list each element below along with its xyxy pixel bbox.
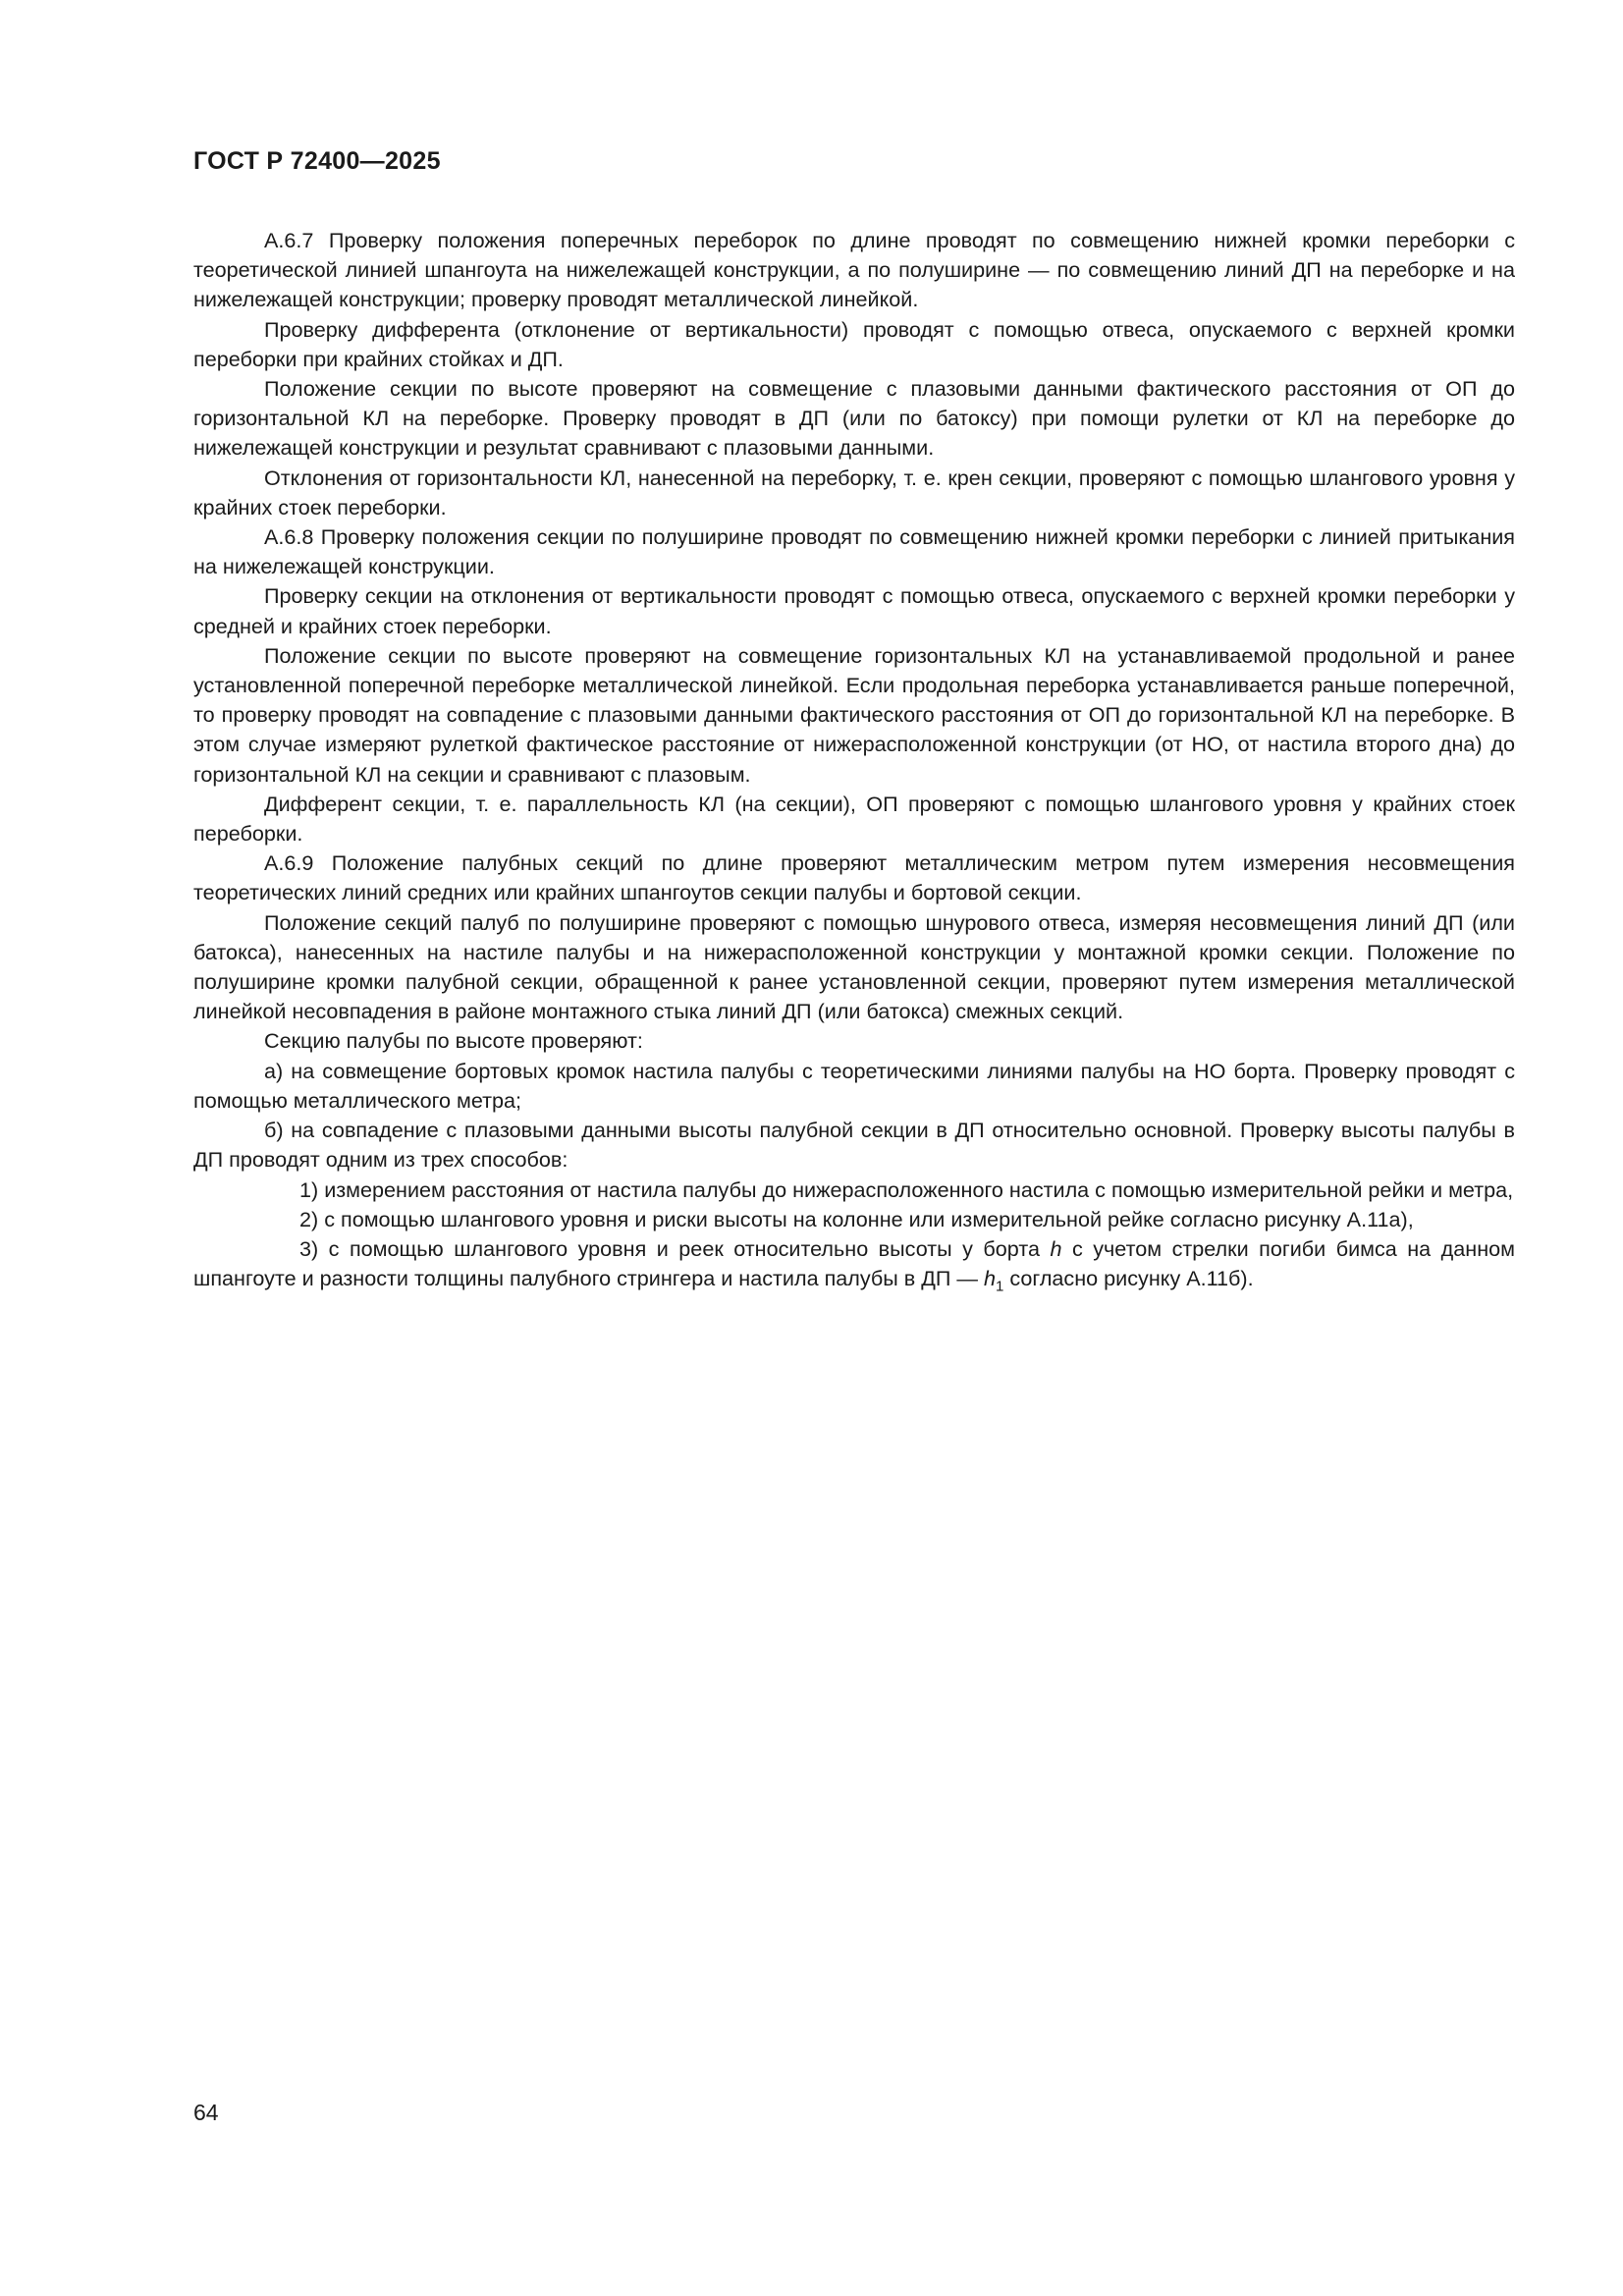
document-body: [193, 226, 1515, 1293]
list-item-b: б) на совпадение с плазовыми данными высоты палубной секции в ДП относительно основной. Проверку высоты палубы в ДП проводят одним из трех способов:: [193, 1118, 1515, 1173]
sub-item-3-text: 3) с помощью шлангового уровня и реек относительно высоты у борта: [299, 1235, 1051, 1261]
paragraph: Проверку дифферента (отклонение от вертикальности) проводят с помощью отвеса, опускаемого с верхней кромки переборки при крайних стойках и ДП.: [193, 316, 1515, 371]
sub-item-3-text: с учетом стрелки погиби бимса на данном шпангоуте и разности толщины палубного стрингера и настила палубы в ДП —: [193, 1235, 1515, 1291]
paragraph: Секцию палубы по высоте проверяют:: [264, 1028, 643, 1054]
paragraph: Положение секции по высоте проверяют на совмещение с плазовыми данными фактического расстояния от ОП до горизонтальной КЛ на переборке. Проверку проводят в ДП (или по батоксу) при помощи рулетки от КЛ на переборке до нижележащей конструкции и результат сравнивают с плазовыми данными.: [193, 376, 1515, 461]
list-item-a: а) на совмещение бортовых кромок настила палубы с теоретическими линиями палубы на НО борта. Проверку проводят с помощью металлического метра;: [193, 1058, 1515, 1113]
variable-h: h: [1050, 1235, 1062, 1261]
paragraph: Проверку секции на отклонения от вертикальности проводят с помощью отвеса, опускаемого с верхней кромки переборки у средней и крайних стоек переборки.: [193, 583, 1515, 638]
paragraph: Отклонения от горизонтальности КЛ, нанесенной на переборку, т. е. крен секции, проверяют с помощью шлангового уровня у крайних стоек переборки.: [193, 465, 1515, 519]
paragraph: Положение секций палуб по полуширине проверяют с помощью шнурового отвеса, измеряя несовмещения линий ДП (или батокса), нанесенных на настиле палубы и на нижерасположенной конструкции у монтажной кромки секции. Положение по полуширине кромки палубной секции, обращенной к ранее установленной секции, проверяют путем измерения металлической линейкой несовпадения в районе монтажного стыка линий ДП (или батокса) смежных секций.: [193, 909, 1515, 1024]
paragraph-a-6-7: А.6.7 Проверку положения поперечных переборок по длине проводят по совмещению нижней кромки переборки с теоретической линией шпангоута на нижележащей конструкции, а по полуширине — по совмещению линий ДП на переборке и на нижележащей конструкции; проверку проводят металлической линейкой.: [193, 228, 1515, 312]
variable-h1: h: [984, 1266, 997, 1291]
document-header: ГОСТ Р 72400—2025: [193, 147, 441, 175]
variable-h1-subscript: 1: [996, 1278, 1004, 1295]
page-number: 64: [193, 2100, 219, 2125]
paragraph-a-6-9: А.6.9 Положение палубных секций по длине проверяют металлическим метром путем измерения несовмещения теоретических линий средних или крайних шпангоутов секции палубы и бортовой секции.: [193, 850, 1515, 905]
sub-item-3: [193, 1234, 1515, 1293]
paragraph: Положение секции по высоте проверяют на совмещение горизонтальных КЛ на устанавливаемой продольной и ранее установленной поперечной переборке металлической линейкой. Если продольная переборка устанавливается раньше поперечной, то проверку проводят на совпадение с плазовыми данными фактического расстояния от ОП до горизонтальной КЛ на переборке. В этом случае измеряют рулеткой фактическое расстояние от нижерасположенной конструкции (от НО, от настила второго дна) до горизонтальной КЛ на секции и сравнивают с плазовым.: [193, 642, 1515, 787]
sub-item-2: 2) с помощью шлангового уровня и риски высоты на колонне или измерительной рейке согласно рисунку А.11а),: [299, 1206, 1414, 1231]
paragraph-a-6-8: А.6.8 Проверку положения секции по полуширине проводят по совмещению нижней кромки переборки с линией притыкания на нижележащей конструкции.: [193, 524, 1515, 579]
paragraph: Дифферент секции, т. е. параллельность КЛ (на секции), ОП проверяют с помощью шлангового уровня у крайних стоек переборки.: [193, 791, 1515, 847]
sub-item-1: 1) измерением расстояния от настила палубы до нижерасположенного настила с помощью измерительной рейки и метра,: [299, 1176, 1514, 1202]
sub-item-3-text: согласно рисунку А.11б).: [1003, 1266, 1254, 1291]
